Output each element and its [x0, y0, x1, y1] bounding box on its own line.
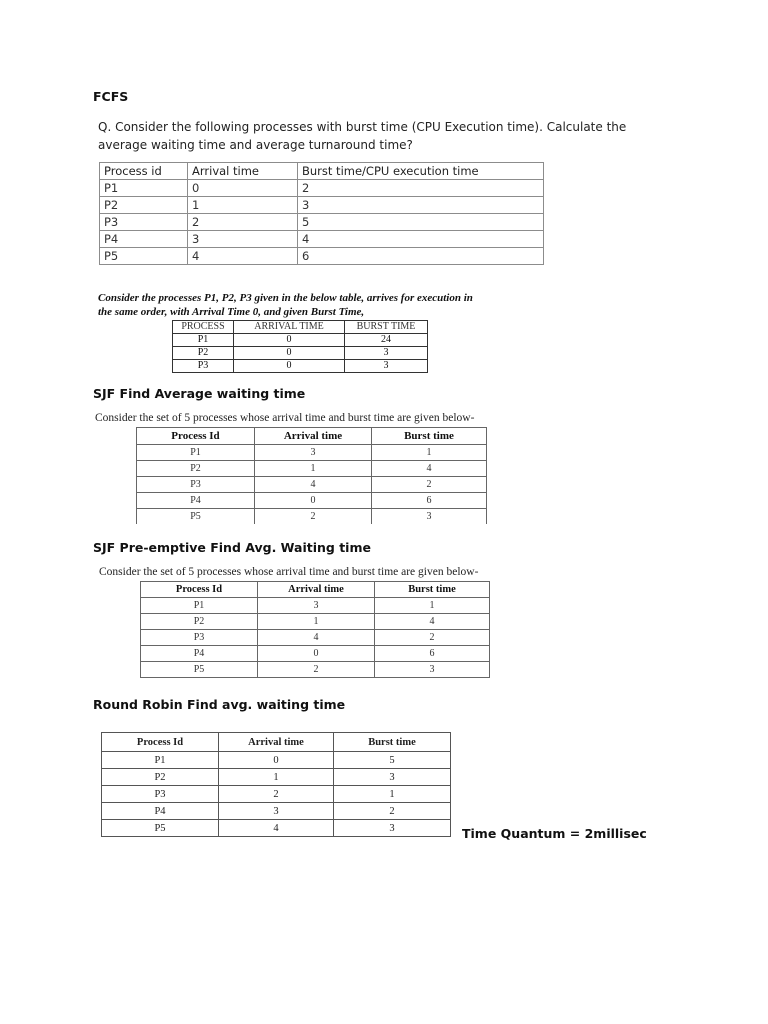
table-cell: P5: [102, 820, 219, 837]
table-cell: P4: [137, 493, 255, 509]
fcfs2-line2: the same order, with Arrival Time 0, and given Burst Time,: [98, 306, 365, 318]
fcfs-table: [99, 162, 544, 265]
column-header: ARRIVAL TIME: [234, 321, 345, 334]
table-cell: 3: [372, 509, 487, 525]
column-header: PROCESS: [173, 321, 234, 334]
table-cell: 4: [188, 248, 298, 265]
sjf-pre-intro: Consider the set of 5 processes whose arrival time and burst time are given below-: [99, 566, 479, 578]
column-header: Process Id: [137, 428, 255, 445]
table-cell: 6: [372, 493, 487, 509]
table-cell: 2: [375, 630, 490, 646]
table-row: [102, 820, 451, 837]
table-cell: P2: [102, 769, 219, 786]
table-cell: 6: [298, 248, 544, 265]
table-row: [173, 360, 428, 373]
table-cell: P5: [141, 662, 258, 678]
table-row: [173, 334, 428, 347]
table-cell: 1: [255, 461, 372, 477]
column-header: Arrival time: [219, 733, 334, 752]
table-cell: 1: [258, 614, 375, 630]
table-cell: P3: [137, 477, 255, 493]
table-cell: 2: [258, 662, 375, 678]
table-row: [141, 646, 490, 662]
table-cell: P2: [173, 347, 234, 360]
table-cell: 5: [298, 214, 544, 231]
table-cell: 3: [219, 803, 334, 820]
table-cell: P1: [173, 334, 234, 347]
table-cell: 3: [334, 820, 451, 837]
column-header: Burst time/CPU execution time: [298, 163, 544, 180]
fcfs-heading: FCFS: [93, 89, 129, 104]
column-header: BURST TIME: [345, 321, 428, 334]
table-cell: 4: [258, 630, 375, 646]
table-row: [137, 477, 487, 493]
table-cell: 4: [255, 477, 372, 493]
fcfs2-line1: Consider the processes P1, P2, P3 given in the below table, arrives for execution in: [98, 292, 473, 304]
sjf-pre-heading: SJF Pre-emptive Find Avg. Waiting time: [93, 540, 371, 555]
table-header-row: [100, 163, 544, 180]
table-cell: P1: [102, 752, 219, 769]
table-cell: P1: [100, 180, 188, 197]
table-cell: 1: [375, 598, 490, 614]
sjf-table: [136, 427, 487, 524]
table-cell: 1: [219, 769, 334, 786]
table-cell: P2: [137, 461, 255, 477]
table-row: [102, 786, 451, 803]
table-row: [100, 180, 544, 197]
table-row: [137, 493, 487, 509]
table-cell: 2: [334, 803, 451, 820]
table-row: [102, 769, 451, 786]
table-row: [141, 614, 490, 630]
table-cell: 0: [234, 347, 345, 360]
table-row: [141, 630, 490, 646]
table-cell: P2: [141, 614, 258, 630]
table-cell: 24: [345, 334, 428, 347]
table-cell: 4: [298, 231, 544, 248]
table-cell: P2: [100, 197, 188, 214]
table-row: [141, 662, 490, 678]
table-row: [137, 445, 487, 461]
table-cell: P3: [141, 630, 258, 646]
table-cell: 0: [234, 360, 345, 373]
column-header: Burst time: [372, 428, 487, 445]
table-cell: P1: [137, 445, 255, 461]
table-cell: 3: [258, 598, 375, 614]
sjf-heading: SJF Find Average waiting time: [93, 386, 306, 401]
table-cell: 3: [255, 445, 372, 461]
table-cell: P3: [100, 214, 188, 231]
table-cell: P3: [173, 360, 234, 373]
table-cell: 2: [255, 509, 372, 525]
column-header: Burst time: [334, 733, 451, 752]
table-cell: P3: [102, 786, 219, 803]
table-cell: 0: [258, 646, 375, 662]
table-cell: 2: [188, 214, 298, 231]
table-cell: 2: [219, 786, 334, 803]
column-header: Process id: [100, 163, 188, 180]
table-cell: P4: [141, 646, 258, 662]
fcfs-question-line2: average waiting time and average turnaround time?: [98, 138, 413, 152]
table-header-row: [137, 428, 487, 445]
column-header: Arrival time: [255, 428, 372, 445]
table-cell: 4: [372, 461, 487, 477]
table-row: [102, 803, 451, 820]
column-header: Arrival time: [188, 163, 298, 180]
table-cell: 0: [234, 334, 345, 347]
table-row: [173, 347, 428, 360]
sjf-intro: Consider the set of 5 processes whose arrival time and burst time are given below-: [95, 412, 475, 424]
rr-heading: Round Robin Find avg. waiting time: [93, 697, 346, 712]
table-cell: 5: [334, 752, 451, 769]
rr-time-quantum: Time Quantum = 2millisec: [462, 826, 647, 841]
table-cell: 2: [298, 180, 544, 197]
table-cell: P4: [102, 803, 219, 820]
table-cell: 0: [219, 752, 334, 769]
table-row: [137, 509, 487, 525]
table-cell: 2: [372, 477, 487, 493]
table-header-row: [173, 321, 428, 334]
table-cell: 1: [188, 197, 298, 214]
table-cell: 3: [334, 769, 451, 786]
column-header: Process Id: [102, 733, 219, 752]
table-cell: 3: [188, 231, 298, 248]
table-cell: 3: [375, 662, 490, 678]
table-cell: 3: [298, 197, 544, 214]
table-cell: 3: [345, 360, 428, 373]
rr-table: [101, 732, 451, 837]
table-cell: 3: [345, 347, 428, 360]
table-cell: 0: [188, 180, 298, 197]
table-cell: 4: [375, 614, 490, 630]
table-cell: P4: [100, 231, 188, 248]
table-cell: P1: [141, 598, 258, 614]
table-cell: 0: [255, 493, 372, 509]
sjf-pre-table: [140, 581, 490, 678]
table-row: [102, 752, 451, 769]
column-header: Process Id: [141, 582, 258, 598]
table-cell: 6: [375, 646, 490, 662]
table-row: [100, 231, 544, 248]
fcfs2-table: [172, 320, 428, 373]
table-cell: P5: [100, 248, 188, 265]
table-row: [100, 214, 544, 231]
table-cell: 1: [334, 786, 451, 803]
fcfs-question-line1: Q. Consider the following processes with burst time (CPU Execution time). Calculate the: [98, 120, 627, 134]
table-cell: 4: [219, 820, 334, 837]
table-header-row: [141, 582, 490, 598]
table-row: [141, 598, 490, 614]
table-row: [100, 197, 544, 214]
table-cell: P5: [137, 509, 255, 525]
table-row: [137, 461, 487, 477]
column-header: Burst time: [375, 582, 490, 598]
table-header-row: [102, 733, 451, 752]
table-cell: 1: [372, 445, 487, 461]
table-row: [100, 248, 544, 265]
column-header: Arrival time: [258, 582, 375, 598]
